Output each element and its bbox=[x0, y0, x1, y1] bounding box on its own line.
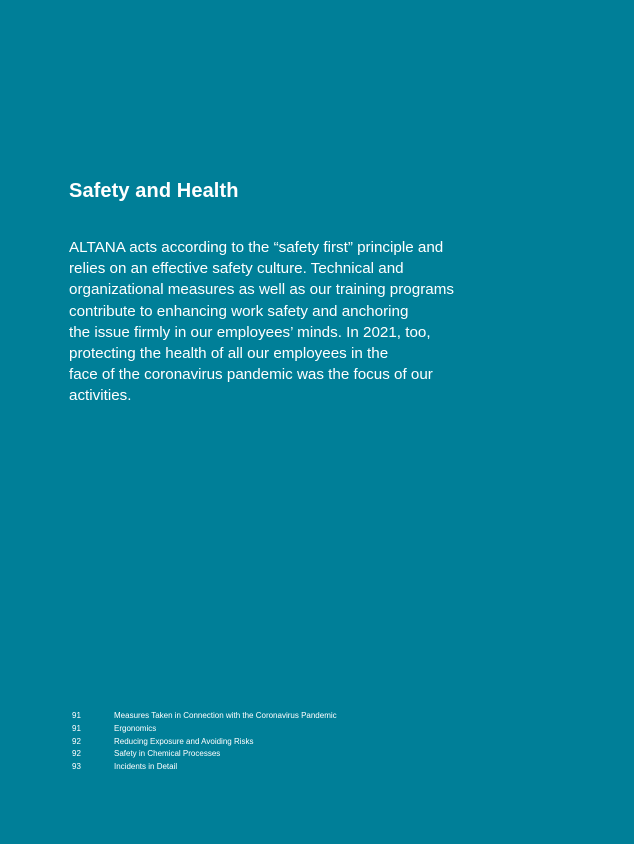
intro-paragraph bbox=[69, 237, 459, 407]
intro-line: the issue firmly in our employees’ minds. In 2021, too, bbox=[69, 323, 431, 341]
intro-line: ALTANA acts according to the “safety first” principle and bbox=[69, 239, 444, 256]
toc-page-number: 93 bbox=[72, 762, 81, 771]
toc-label: Incidents in Detail bbox=[114, 762, 178, 771]
intro-line: protecting the health of all our employees in the bbox=[69, 345, 389, 363]
intro-line: relies on an effective safety culture. Technical and bbox=[69, 260, 404, 278]
toc-entry[interactable] bbox=[72, 710, 337, 723]
toc-label: Reducing Exposure and Avoiding Risks bbox=[114, 736, 254, 746]
toc-page-number: 91 bbox=[72, 711, 81, 720]
toc-entry[interactable] bbox=[72, 736, 337, 749]
intro-line: face of the coronavirus pandemic was the focus of our bbox=[69, 366, 433, 384]
toc-entry[interactable] bbox=[72, 748, 337, 761]
intro-line: activities. bbox=[69, 387, 132, 405]
toc-entry[interactable] bbox=[72, 761, 337, 774]
toc-entry[interactable] bbox=[72, 723, 337, 736]
toc-page-number: 91 bbox=[72, 723, 81, 733]
intro-line: organizational measures as well as our training programs bbox=[69, 281, 454, 299]
toc-page-number: 92 bbox=[72, 749, 81, 759]
intro-line: contribute to enhancing work safety and anchoring bbox=[69, 302, 409, 320]
toc-label: Safety in Chemical Processes bbox=[114, 749, 221, 759]
table-of-contents bbox=[72, 710, 337, 774]
toc-label: Ergonomics bbox=[114, 723, 157, 733]
toc-page-number: 92 bbox=[72, 736, 81, 746]
page-title: Safety and Health bbox=[69, 180, 239, 202]
toc-label: Measures Taken in Connection with the Coronavirus Pandemic bbox=[114, 711, 337, 720]
